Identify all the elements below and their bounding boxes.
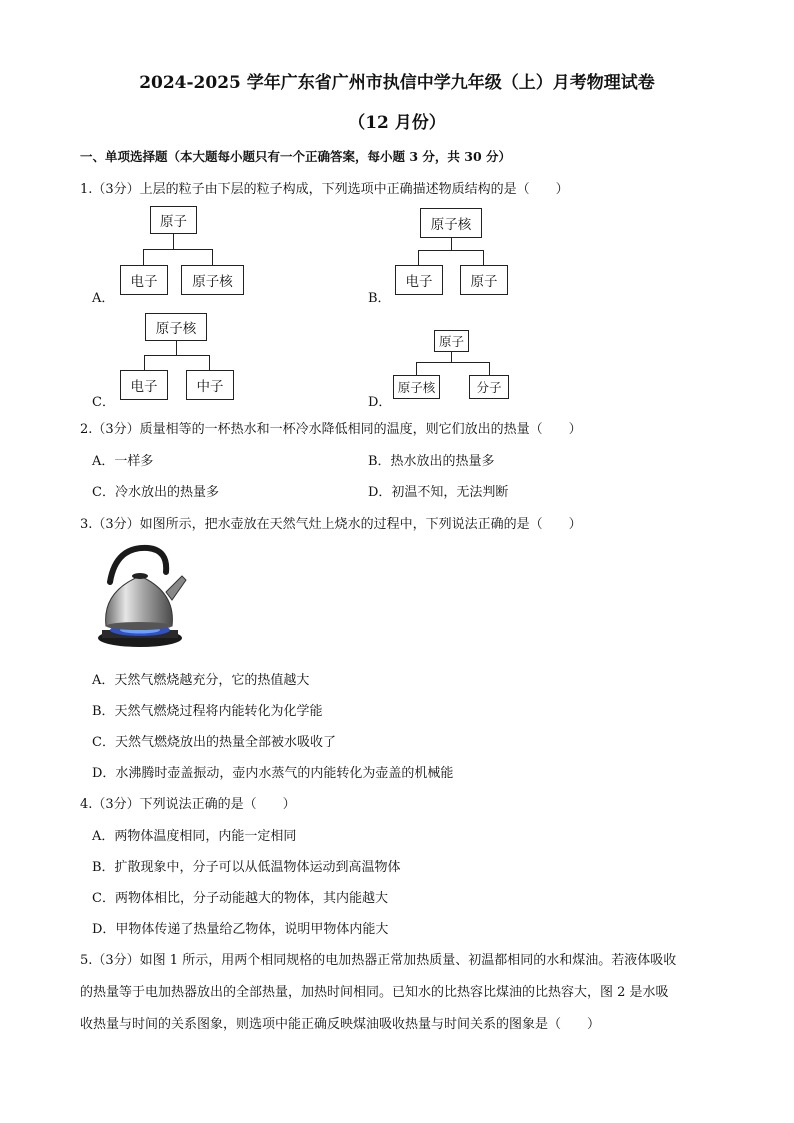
q3-option-c[interactable]: C．天然气燃烧放出的热量全部被水吸收了 (92, 735, 336, 750)
option-label: A． (92, 291, 115, 306)
option-label: B． (368, 291, 391, 306)
diagram-box-top: 原子核 (420, 208, 482, 238)
kettle-on-stove-image (96, 542, 192, 652)
connector-line (144, 355, 145, 370)
q2-option-a[interactable]: A．一样多 (92, 454, 154, 469)
connector-line (483, 250, 484, 265)
connector-line (143, 249, 144, 265)
connector-line (451, 352, 452, 362)
question-4-stem: 4.（3分）下列说法正确的是（ ） (80, 797, 296, 812)
connector-line (489, 362, 490, 375)
diagram-box-left: 电子 (120, 370, 168, 400)
q3-option-a[interactable]: A．天然气燃烧越充分，它的热值越大 (92, 673, 310, 688)
q3-option-b[interactable]: B．天然气燃烧过程将内能转化为化学能 (92, 704, 323, 719)
connector-line (173, 234, 174, 249)
q2-option-d[interactable]: D．初温不知，无法判断 (368, 485, 509, 500)
connector-line (418, 250, 484, 251)
exam-title: 2024-2025 学年广东省广州市执信中学九年级（上）月考物理试卷 (139, 73, 655, 93)
diagram-box-left: 电子 (395, 265, 443, 295)
connector-line (176, 341, 177, 355)
diagram-box-right: 原子核 (181, 265, 244, 295)
question-5-line-1: 5.（3分）如图 1 所示，用两个相同规格的电加热器正常加热质量、初温都相同的水和煤油。若液体吸收 (80, 953, 677, 968)
question-2-stem: 2.（3分）质量相等的一杯热水和一杯冷水降低相同的温度，则它们放出的热量（ ） (80, 422, 582, 437)
diagram-box-left: 原子核 (393, 375, 440, 399)
diagram-box-right: 分子 (469, 375, 509, 399)
connector-line (416, 362, 490, 363)
connector-line (143, 249, 213, 250)
connector-line (212, 249, 213, 265)
diagram-box-right: 原子 (460, 265, 508, 295)
q2-option-b[interactable]: B．热水放出的热量多 (368, 454, 495, 469)
question-1-stem: 1.（3分）上层的粒子由下层的粒子构成，下列选项中正确描述物质结构的是（ ） (80, 182, 569, 197)
option-label: D． (368, 395, 392, 410)
option-label: C． (92, 395, 115, 410)
diagram-box-top: 原子 (150, 206, 197, 234)
q4-option-d[interactable]: D．甲物体传递了热量给乙物体，说明甲物体内能大 (92, 922, 389, 937)
q2-option-c[interactable]: C．冷水放出的热量多 (92, 485, 219, 500)
question-5-line-3: 收热量与时间的关系图象，则选项中能正确反映煤油吸收热量与时间关系的图象是（ ） (80, 1017, 601, 1032)
connector-line (451, 238, 452, 250)
connector-line (416, 362, 417, 375)
diagram-box-right: 中子 (186, 370, 234, 400)
diagram-box-top: 原子 (434, 330, 469, 352)
connector-line (418, 250, 419, 265)
q4-option-c[interactable]: C．两物体相比，分子动能越大的物体，其内能越大 (92, 891, 388, 906)
diagram-box-top: 原子核 (145, 313, 207, 341)
q4-option-a[interactable]: A．两物体温度相同，内能一定相同 (92, 829, 297, 844)
q3-option-d[interactable]: D．水沸腾时壶盖振动，壶内水蒸气的内能转化为壶盖的机械能 (92, 766, 454, 781)
connector-line (209, 355, 210, 370)
q4-option-b[interactable]: B．扩散现象中，分子可以从低温物体运动到高温物体 (92, 860, 401, 875)
question-3-stem: 3.（3分）如图所示，把水壶放在天然气灶上烧水的过程中，下列说法正确的是（ ） (80, 517, 582, 532)
diagram-box-left: 电子 (120, 265, 168, 295)
question-5-line-2: 的热量等于电加热器放出的全部热量，加热时间相同。已知水的比热容比煤油的比热容大，图 2 是水吸 (80, 985, 669, 1000)
exam-subtitle: （12 月份） (348, 113, 446, 133)
connector-line (144, 355, 210, 356)
section-heading: 一、单项选择题（本大题每小题只有一个正确答案，每小题 3 分，共 30 分） (80, 149, 512, 164)
